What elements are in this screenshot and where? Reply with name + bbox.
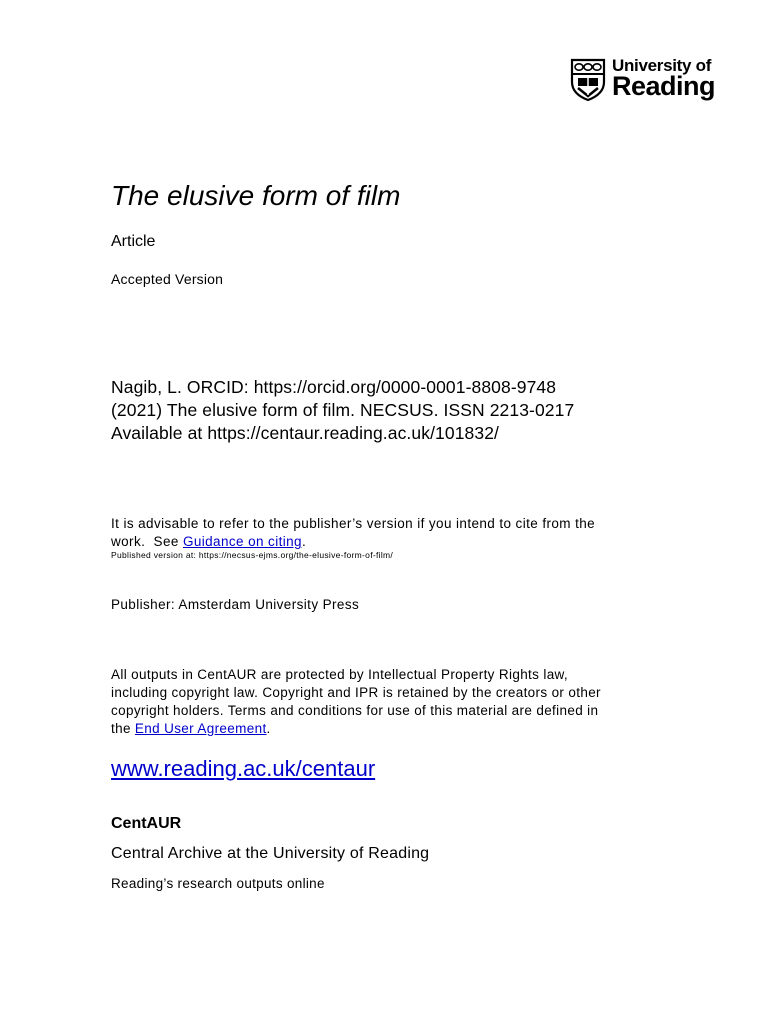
centaur-heading: CentAUR [111, 815, 182, 832]
document-version: Accepted Version [111, 271, 224, 287]
document-type: Article [111, 233, 156, 250]
document-title: The elusive form of film [111, 180, 401, 211]
rights-line-2: including copyright law. Copyright and IPR is retained by the creators or other [111, 685, 601, 700]
advisory-text [111, 515, 711, 551]
rights-statement [111, 666, 711, 738]
citation-line-2: (2021) The elusive form of film. NECSUS. ISSN 2213-0217 [111, 400, 575, 420]
rights-line-4-suffix: . [266, 721, 271, 736]
rights-line-1: All outputs in CentAUR are protected by Intellectual Property Rights law, [111, 667, 569, 682]
advisory-line-2-prefix: work. See [111, 534, 183, 549]
centaur-tagline: Reading’s research outputs online [111, 876, 325, 891]
rights-line-3: copyright holders. Terms and conditions for use of this material are defined in [111, 703, 599, 718]
centaur-url-link[interactable]: www.reading.ac.uk/centaur [111, 756, 376, 781]
centaur-subtitle: Central Archive at the University of Reading [111, 845, 430, 862]
published-version-note: Published version at: https://necsus-ejms.org/the-elusive-form-of-film/ [111, 550, 394, 560]
citation-block [111, 376, 751, 445]
logo-text-line2: Reading [612, 71, 716, 101]
advisory-line-2-suffix: . [301, 534, 307, 549]
rights-line-4 [111, 720, 711, 738]
advisory-line-1: It is advisable to refer to the publisher’s version if you intend to cite from the [111, 516, 596, 531]
university-logo [570, 56, 730, 106]
guidance-on-citing-link[interactable]: Guidance on citing [182, 534, 302, 549]
publisher-text: Publisher: Amsterdam University Press [111, 597, 360, 612]
logo-text-line1: University of [612, 56, 712, 75]
end-user-agreement-link[interactable]: End User Agreement [134, 721, 267, 736]
university-crest-icon [570, 58, 606, 102]
advisory-line-2 [111, 533, 711, 551]
citation-line-1: Nagib, L. ORCID: https://orcid.org/0000-0001-8808-9748 [111, 377, 557, 397]
rights-line-4-prefix: the [111, 721, 135, 736]
citation-line-3: Available at https://centaur.reading.ac.uk/101832/ [111, 423, 500, 443]
